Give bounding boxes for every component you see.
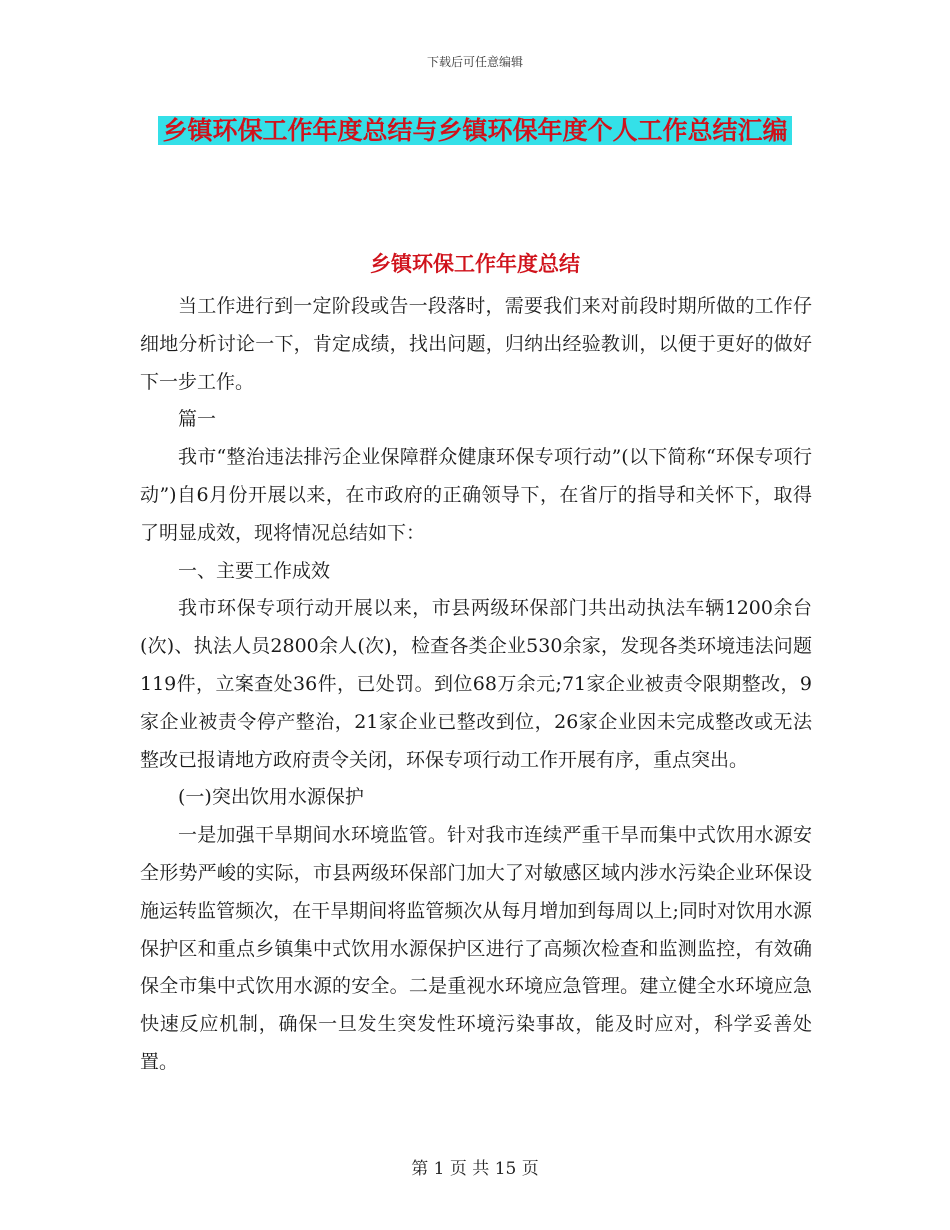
paragraph-subheading-water: (一)突出饮用水源保护 xyxy=(178,786,364,809)
document-title xyxy=(140,108,810,154)
header-note: 下载后可任意编辑 xyxy=(426,55,523,69)
section-title: 乡镇环保工作年度总结 xyxy=(370,252,580,276)
paragraph-achievements: 我市环保专项行动开展以来，市县两级环保部门共出动执法车辆1200余台(次)、执法人员2800余人(次)，检查各类企业530余家，发现各类环境违法问题119件，立案查处36件，已处罚。到位68万余元;71家企业被责令限期整改，9家企业被责令停产整治，21家企业已整改到位，26家企业因未完成整改或无法整改已报请地方政府责令关闭，环保专项行动工作开展有序，重点突出。 xyxy=(140,597,812,771)
paragraph-overview: 我市“整治违法排污企业保障群众健康环保专项行动”(以下简称“环保专项行动”)自6月份开展以来，在市政府的正确领导下，在省厅的指导和关怀下，取得了明显成效，现将情况总结如下： xyxy=(140,446,812,544)
paragraph-heading-achievements: 一、主要工作成效 xyxy=(178,559,331,582)
document-title-text: 乡镇环保工作年度总结与乡镇环保年度个人工作总结汇编 xyxy=(158,116,791,145)
page-footer: 第 1 页 共 15 页 xyxy=(411,1159,539,1179)
paragraph-intro: 当工作进行到一定阶段或告一段落时，需要我们来对前段时期所做的工作仔细地分析讨论一下，肯定成绩，找出问题，归纳出经验教训，以便于更好的做好下一步工作。 xyxy=(140,295,812,393)
document-body xyxy=(140,288,812,1082)
paragraph-water-protection: 一是加强干旱期间水环境监管。针对我市连续严重干旱而集中式饮用水源安全形势严峻的实际，市县两级环保部门加大了对敏感区域内涉水污染企业环保设施运转监管频次，在干旱期间将监管频次从每月增加到每周以上;同时对饮用水源保护区和重点乡镇集中式饮用水源保护区进行了高频次检查和监测监控，有效确保全市集中式饮用水源的安全。二是重视水环境应急管理。建立健全水环境应急快速反应机制，确保一旦发生突发性环境污染事故，能及时应对，科学妥善处置。 xyxy=(140,824,812,1073)
paragraph-chapter-label: 篇一 xyxy=(178,408,217,431)
